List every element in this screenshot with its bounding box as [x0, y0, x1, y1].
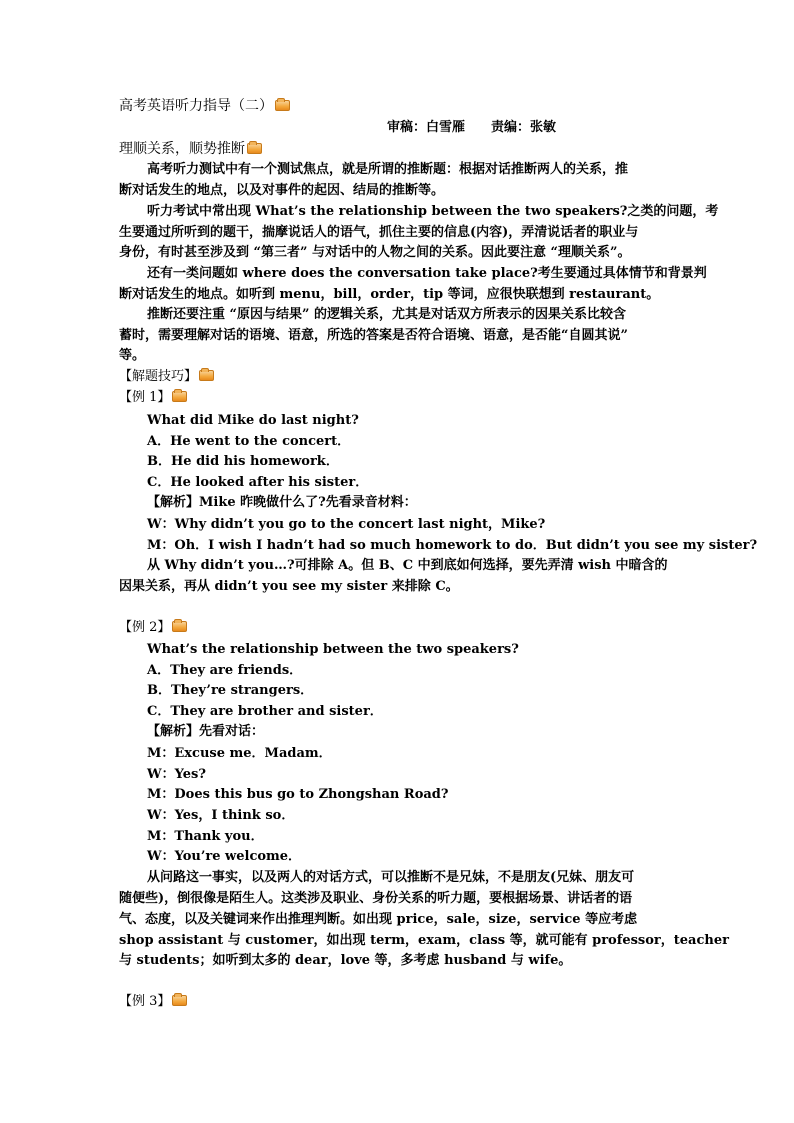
paragraph-line: 断对话发生的地点。如听到 menu，bill，order，tip 等词，应很快联想到 restaurant。: [119, 287, 660, 302]
conclusion-line: shop assistant 与 customer，如出现 term，exam，class 等，就可能有 professor，teacher: [119, 933, 729, 948]
example-label-text: 【例 3】: [119, 994, 171, 1009]
dialogue-line: W：You’re welcome．: [147, 849, 302, 864]
section-heading-text: 理顺关系，顺势推断: [119, 141, 245, 157]
credits: 审稿：白雪雁 责编：张敏: [387, 120, 557, 135]
conclusion-line: 因果关系，再从 didn’t you see my sister 来排除 C。: [119, 579, 459, 594]
question: What did Mike do last night?: [147, 413, 359, 428]
analysis-heading: 【解析】Mike 昨晚做什么了?先看录音材料：: [147, 495, 417, 510]
tips-heading-text: 【解题技巧】: [119, 369, 198, 384]
example-label-text: 【例 1】: [119, 390, 171, 405]
paragraph-line: 等。: [119, 348, 146, 363]
paragraph-line: 听力考试中常出现 What’s the relationship between the two speakers?之类的问题，考: [147, 204, 719, 219]
tips-heading: [119, 368, 214, 386]
option-a: A．They are friends．: [147, 663, 303, 678]
conclusion-line: 气、态度，以及关键词来作出推理判断。如出现 price，sale，size，service 等应考虑: [119, 912, 638, 927]
example-label-text: 【例 2】: [119, 620, 171, 635]
paragraph-line: 还有一类问题如 where does the conversation take place?考生要通过具体情节和背景判: [147, 266, 707, 281]
option-b: B．He did his homework．: [147, 454, 339, 469]
paragraph-line: 推断还要注重 “原因与结果” 的逻辑关系，尤其是对话双方所表示的因果关系比较含: [147, 307, 627, 322]
folder-icon: [172, 391, 187, 402]
document-title: [119, 97, 290, 115]
conclusion-line: 从问路这一事实，以及两人的对话方式，可以推断不是兄妹，不是朋友(兄妹、朋友可: [147, 870, 635, 885]
dialogue-line: W：Why didn’t you go to the concert last night，Mike?: [147, 517, 546, 532]
conclusion-line: 与 students；如听到太多的 dear，love 等，多考虑 husband 与 wife。: [119, 953, 572, 968]
folder-icon: [172, 621, 187, 632]
dialogue-line: W：Yes?: [147, 767, 206, 782]
folder-icon: [199, 370, 214, 381]
example-3-label: [119, 993, 187, 1011]
option-b: B．They’re strangers．: [147, 683, 314, 698]
paragraph-line: 生要通过所听到的题干，揣摩说话人的语气，抓住主要的信息(内容)，弄清说话者的职业与: [119, 225, 639, 240]
title-text: 高考英语听力指导（二）: [119, 98, 273, 114]
folder-icon: [172, 995, 187, 1006]
dialogue-line: M：Thank you．: [147, 829, 264, 844]
dialogue-line: W：Yes，I think so．: [147, 808, 295, 823]
folder-icon: [275, 100, 290, 111]
question: What’s the relationship between the two speakers?: [147, 642, 519, 657]
option-c: C．They are brother and sister．: [147, 704, 383, 719]
dialogue-line: M：Does this bus go to Zhongshan Road?: [147, 787, 449, 802]
example-2-label: [119, 619, 187, 637]
analysis-heading: 【解析】先看对话：: [147, 724, 265, 739]
conclusion-line: 随便些)，倒很像是陌生人。这类涉及职业、身份关系的听力题，要根据场景、讲话者的语: [119, 891, 633, 906]
dialogue-line: M：Excuse me．Madam．: [147, 746, 332, 761]
option-c: C．He looked after his sister．: [147, 475, 369, 490]
option-a: A．He went to the concert．: [147, 434, 351, 449]
conclusion-line: 从 Why didn’t you…?可排除 A。但 B、C 中到底如何选择，要先弄清 wish 中暗含的: [147, 558, 668, 573]
paragraph-line: 身份，有时甚至涉及到 “第三者” 与对话中的人物之间的关系。因此要注意 “理顺关系”。: [119, 245, 631, 260]
paragraph-line: 蓄时，需要理解对话的语境、语意，所选的答案是否符合语境、语意，是否能“自圆其说”: [119, 328, 628, 343]
dialogue-line: M：Oh．I wish I hadn’t had so much homework to do．But didn’t you see my sister?: [147, 538, 758, 553]
paragraph-line: 断对话发生的地点，以及对事件的起因、结局的推断等。: [119, 183, 445, 198]
paragraph-line: 高考听力测试中有一个测试焦点，就是所谓的推断题：根据对话推断两人的关系，推: [147, 162, 629, 177]
example-1-label: [119, 389, 187, 407]
section-heading: [119, 140, 262, 158]
folder-icon: [247, 143, 262, 154]
